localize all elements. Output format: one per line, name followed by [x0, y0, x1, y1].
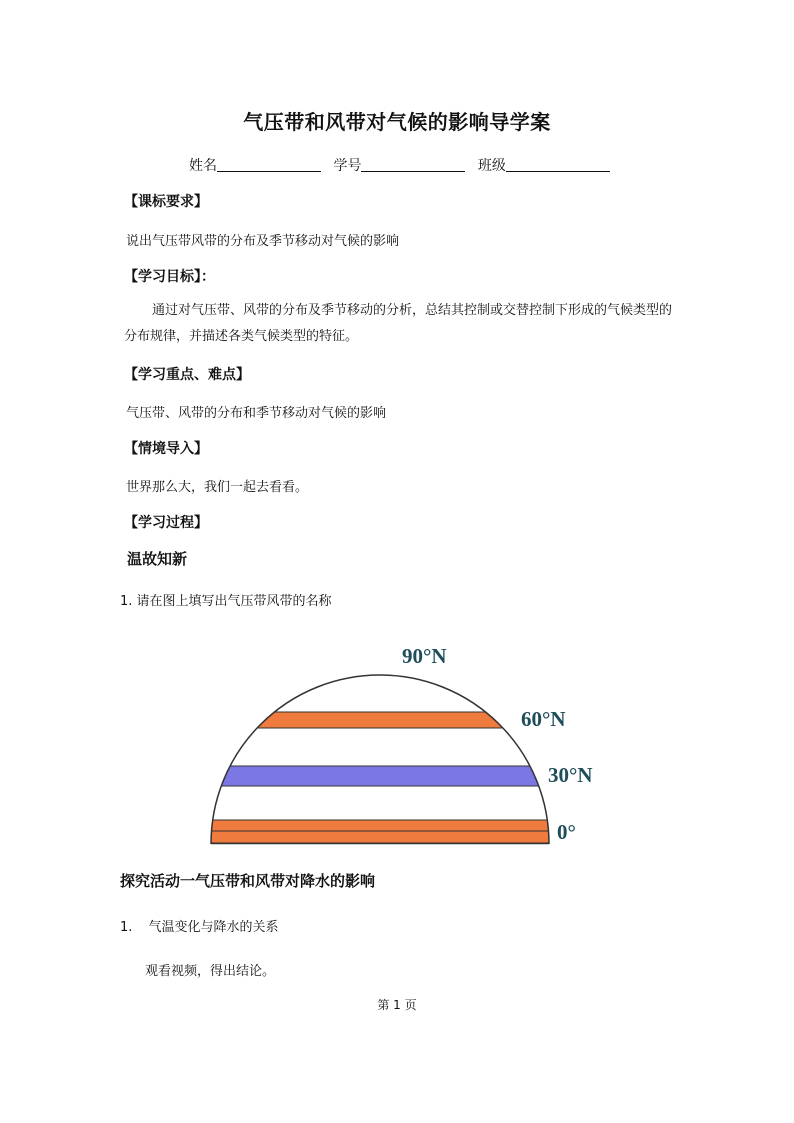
- activity-item-1-text: 气温变化与降水的关系: [148, 920, 279, 935]
- review-heading: 温故知新: [127, 550, 188, 568]
- page-title: 气压带和风带对气候的影响导学案: [243, 110, 551, 134]
- belt-bands: [200, 662, 620, 843]
- id-label: 学号: [333, 158, 362, 174]
- curriculum-heading: 【课标要求】: [124, 194, 208, 210]
- review-item-1: 1. 请在图上填写出气压带风带的名称: [120, 594, 332, 609]
- objectives-text: 通过对气压带、风带的分布及季节移动的分析，总结其控制或交替控制下形成的气候类型的分布规律，并描述各类气候类型的特征。: [124, 303, 673, 344]
- pressure-wind-belts-diagram: [200, 640, 620, 855]
- name-blank[interactable]: [217, 157, 321, 172]
- focus-text: 气压带、风带的分布和季节移动对气候的影响: [126, 406, 387, 421]
- class-label: 班级: [477, 158, 506, 174]
- hemisphere-outline: [211, 675, 549, 844]
- id-blank[interactable]: [361, 157, 465, 172]
- class-blank[interactable]: [506, 157, 610, 172]
- intro-text: 世界那么大，我们一起去看看。: [126, 480, 309, 495]
- activity-heading: 探究活动一气压带和风带对降水的影响: [120, 872, 376, 890]
- activity-item-1-number: 1.: [120, 920, 133, 935]
- curriculum-text: 说出气压带风带的分布及季节移动对气候的影响: [126, 234, 400, 249]
- activity-item-1-sub: 观看视频，得出结论。: [145, 964, 276, 979]
- page-number: 第 1 页: [377, 998, 417, 1012]
- student-info-line: [189, 155, 618, 175]
- label-equator: 0°: [557, 820, 576, 844]
- process-heading: 【学习过程】: [124, 515, 208, 531]
- label-90n: 90°N: [402, 644, 447, 668]
- label-60n: 60°N: [521, 707, 566, 731]
- name-label: 姓名: [189, 158, 217, 174]
- activity-item-1: [120, 916, 279, 935]
- objectives-heading: 【学习目标】：: [124, 269, 215, 285]
- focus-heading: 【学习重点、难点】: [124, 367, 250, 383]
- intro-heading: 【情境导入】: [124, 441, 208, 457]
- label-30n: 30°N: [548, 763, 593, 787]
